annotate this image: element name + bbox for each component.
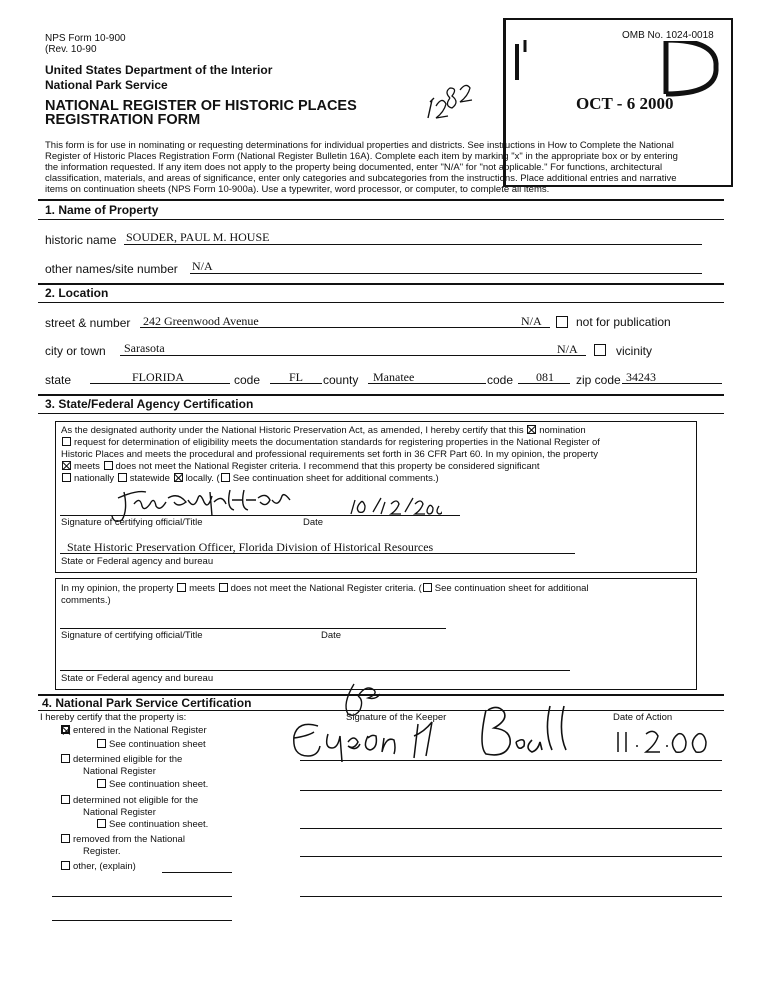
other-names-label: other names/site number: [45, 262, 178, 276]
removed-checkbox[interactable]: [61, 834, 70, 843]
other-explain-line: [162, 872, 232, 873]
field-underline: [368, 383, 486, 384]
signature-line: [60, 628, 446, 629]
instructions-line: items on continuation sheets (NPS Form 10-900a). Use a typewriter, word processor, or computer, to complete all items.: [45, 184, 550, 195]
historic-name-field[interactable]: SOUDER, PAUL M. HOUSE: [126, 230, 270, 244]
removed-label-2: Register.: [83, 846, 121, 857]
not-eligible-checkbox[interactable]: [61, 795, 70, 804]
opinion-text: In my opinion, the property: [61, 583, 174, 594]
stamp-letter-r: [505, 40, 545, 94]
form-subtitle: REGISTRATION FORM: [45, 112, 201, 128]
section-1-heading: 1. Name of Property: [45, 203, 159, 217]
keeper-signature: [288, 676, 588, 768]
eligible-checkbox[interactable]: [61, 754, 70, 763]
keeper-signature-line: [300, 896, 722, 897]
street-field[interactable]: 242 Greenwood Avenue: [143, 314, 259, 328]
agency-line: [60, 553, 575, 554]
city-field[interactable]: Sarasota: [124, 341, 165, 355]
section-2-heading: 2. Location: [45, 286, 109, 300]
opinion-continuation-label: See continuation sheet for additional: [434, 583, 589, 594]
agency-label: State or Federal agency and bureau: [61, 673, 214, 684]
option-removed: [60, 834, 185, 845]
field-underline: [124, 244, 702, 245]
opinion-meets-checkbox[interactable]: [177, 583, 186, 592]
city-na: N/A: [557, 342, 578, 356]
stamp-date: OCT - 6 2000: [576, 94, 674, 113]
meets-label: meets: [74, 461, 100, 472]
field-underline: [270, 383, 322, 384]
eligible-label-2: National Register: [83, 766, 156, 777]
action-date-label: Date of Action: [613, 712, 673, 723]
agency-label: State or Federal agency and bureau: [61, 556, 214, 567]
see-continuation-checkbox[interactable]: [97, 739, 106, 748]
state-code-label: code: [234, 373, 261, 387]
field-underline: [120, 355, 586, 356]
cert-paragraph-line-2: [61, 437, 600, 448]
option-entered: [60, 725, 207, 736]
see-continuation-label: See continuation sheet.: [109, 779, 209, 790]
action-date-handwritten: [614, 726, 724, 754]
divider: [38, 413, 724, 414]
zip-label: zip code: [576, 373, 621, 387]
does-not-meet-checkbox[interactable]: [104, 461, 113, 470]
entered-label: entered in the National Register: [73, 725, 207, 736]
signature-label: Signature of certifying official/Title: [61, 630, 203, 641]
keeper-signature-line: [300, 856, 722, 857]
county-code-label: code: [487, 373, 514, 387]
divider: [38, 283, 724, 285]
vicinity-label: vicinity: [616, 344, 653, 358]
see-continuation-checkbox[interactable]: [97, 779, 106, 788]
divider: [38, 199, 724, 201]
keeper-signature-line: [300, 828, 722, 829]
other-names-field[interactable]: N/A: [192, 259, 213, 273]
form-number: NPS Form 10-900: [45, 33, 126, 44]
state-code-field[interactable]: FL: [289, 370, 304, 384]
street-na: N/A: [521, 314, 542, 328]
keeper-signature-line: [300, 790, 722, 791]
keeper-signature-line: [300, 760, 722, 761]
continuation-checkbox[interactable]: [221, 473, 230, 482]
cert-paragraph-line-1: [61, 425, 586, 436]
option-see-3: [96, 819, 208, 830]
cert-text: Historic Places and meets the procedural and professional requirements set forth in 36 CFR Part 60. In my opinion, the property: [61, 449, 599, 460]
instructions-line: the information requested. If any item does not apply to the property being documented, enter "N/A" for "not applicable." For functions, architectural: [45, 162, 663, 173]
other-explain-line: [52, 896, 232, 897]
eligible-label: determined eligible for the: [73, 754, 183, 765]
option-eligible: [60, 754, 182, 765]
street-label: street & number: [45, 316, 131, 330]
form-revision: (Rev. 10-90: [45, 44, 97, 55]
cert-paragraph-line-5: [61, 473, 439, 484]
meets-checkbox[interactable]: [62, 461, 71, 470]
nomination-checkbox[interactable]: [527, 425, 536, 434]
opinion-text: comments.): [61, 595, 111, 606]
divider: [38, 302, 724, 303]
instructions-line: This form is for use in nominating or requesting determinations for individual properties and districts. See instructions in How to Complete the National: [45, 140, 674, 151]
statewide-checkbox[interactable]: [118, 473, 127, 482]
field-underline: [622, 383, 722, 384]
field-underline: [190, 273, 702, 274]
instructions-paragraph: [45, 140, 678, 195]
section-3-heading: 3. State/Federal Agency Certification: [45, 397, 254, 411]
signature-label: Signature of certifying official/Title: [61, 517, 203, 528]
county-code-field[interactable]: 081: [536, 370, 554, 384]
state-field[interactable]: FLORIDA: [132, 370, 185, 384]
date-label: Date: [303, 517, 324, 528]
statewide-label: statewide: [129, 473, 170, 484]
locally-label: locally. (: [185, 473, 220, 484]
not-eligible-label-2: National Register: [83, 807, 156, 818]
entered-checkbox[interactable]: [61, 725, 70, 734]
see-continuation-checkbox[interactable]: [97, 819, 106, 828]
nationally-checkbox[interactable]: [62, 473, 71, 482]
form-title: NATIONAL REGISTER OF HISTORIC PLACES: [45, 98, 357, 114]
option-other: [60, 861, 136, 872]
zip-field[interactable]: 34243: [626, 370, 656, 384]
agency-line: [60, 670, 570, 671]
field-underline: [140, 327, 550, 328]
option-see-1: [96, 739, 206, 750]
cert-paragraph-line-4: [61, 461, 540, 472]
see-continuation-label: See continuation sheet: [109, 739, 206, 750]
service-name: National Park Service: [45, 78, 168, 92]
divider: [38, 219, 724, 220]
opinion-text: does not meet the National Register criteria. (: [230, 583, 422, 594]
not-eligible-label: determined not eligible for the: [73, 795, 199, 806]
section-4-heading: 4. National Park Service Certification: [42, 696, 252, 710]
city-label: city or town: [45, 344, 106, 358]
omb-number: OMB No. 1024-0018: [622, 30, 714, 41]
state-label: state: [45, 373, 72, 387]
cert-text: As the designated authority under the National Historic Preservation Act, as amended, I hereby certify that this: [61, 425, 524, 436]
continuation-label: See continuation sheet for additional comments.): [232, 473, 439, 484]
opinion-does-not-meet-checkbox[interactable]: [219, 583, 228, 592]
option-see-2: [96, 779, 208, 790]
nomination-label: nomination: [539, 425, 586, 436]
field-underline: [518, 383, 570, 384]
field-underline: [90, 383, 230, 384]
handwritten-reference-number: [420, 78, 490, 128]
opinion-line-1: [61, 583, 589, 594]
other-label: other, (explain): [73, 861, 136, 872]
cert-text: request for determination of eligibility meets the documentation standards for registering properties in the National Register of: [74, 437, 600, 448]
nationally-label: nationally: [74, 473, 115, 484]
removed-label: removed from the National: [73, 834, 185, 845]
other-checkbox[interactable]: [61, 861, 70, 870]
signature-line: [60, 515, 460, 516]
divider: [38, 394, 724, 396]
agency-field[interactable]: State Historic Preservation Officer, Florida Division of Historical Resources: [67, 540, 434, 554]
locally-checkbox[interactable]: [174, 473, 183, 482]
department-name: United States Department of the Interior: [45, 63, 273, 77]
county-field[interactable]: Manatee: [373, 370, 415, 384]
historic-name-label: historic name: [45, 233, 117, 247]
keeper-label: Signature of the Keeper: [346, 712, 447, 723]
request-determination-checkbox[interactable]: [62, 437, 71, 446]
opinion-meets-label: meets: [189, 583, 215, 594]
vicinity-checkbox[interactable]: [594, 341, 606, 359]
not-for-publication-checkbox[interactable]: [556, 313, 568, 331]
instructions-line: Register of Historic Places Registration Form (National Register Bulletin 16A). Complete each item by marking "x" in the appropriate box or by entering: [45, 151, 678, 162]
instructions-line: classification, materials, and areas of significance, enter only categories and subcategories from the instructions. Place additional entries and narrative: [45, 173, 677, 184]
cert-text: does not meet the National Register criteria. I recommend that this property be considered significant: [115, 461, 540, 472]
county-label: county: [323, 373, 359, 387]
option-not-eligible: [60, 795, 198, 806]
see-continuation-label: See continuation sheet.: [109, 819, 209, 830]
date-label: Date: [321, 630, 342, 641]
opinion-continuation-checkbox[interactable]: [423, 583, 432, 592]
other-explain-line: [52, 920, 232, 921]
nps-intro: I hereby certify that the property is:: [40, 712, 187, 723]
not-for-publication-label: not for publication: [576, 315, 671, 329]
